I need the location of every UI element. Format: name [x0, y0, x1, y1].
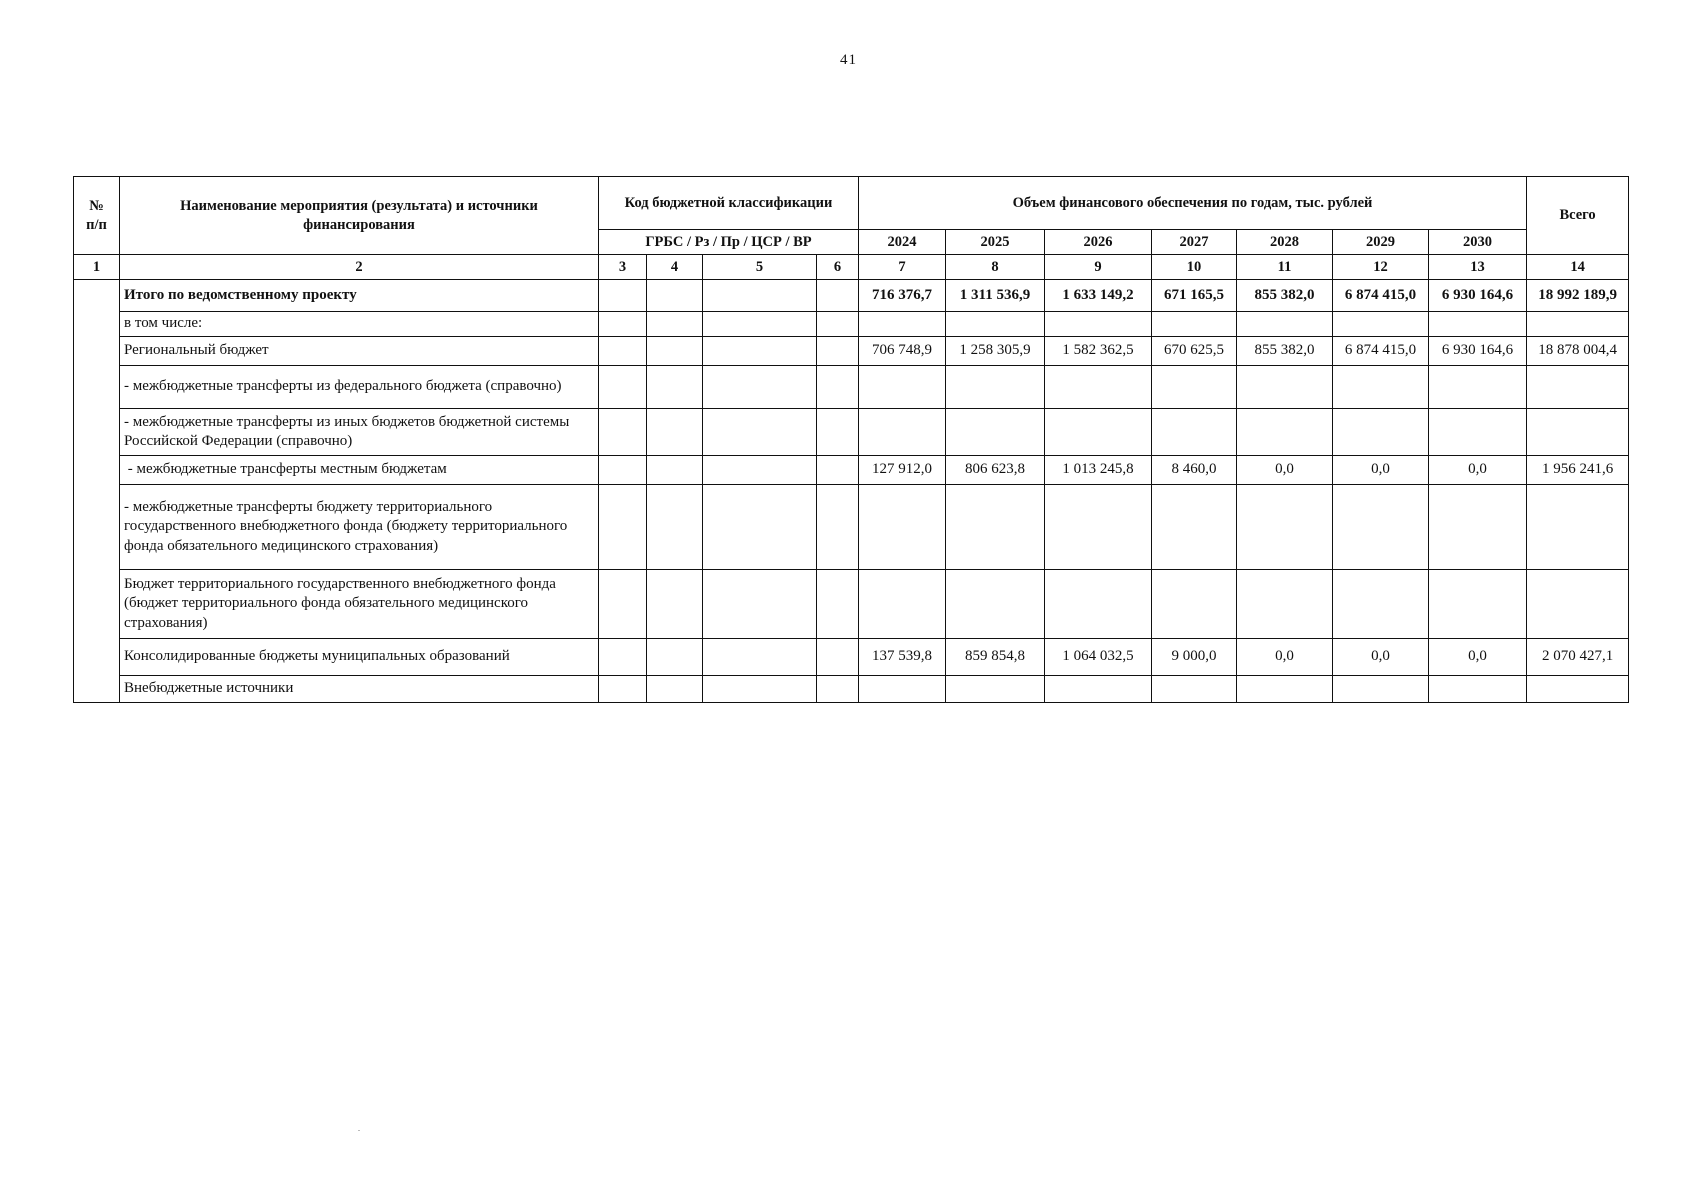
table-row-local-transfers: [74, 456, 1629, 485]
column-number: 9: [1045, 255, 1152, 280]
row-name: Региональный бюджет: [120, 337, 599, 366]
value-cell: 0,0: [1429, 456, 1527, 485]
value-cell: 1 311 536,9: [946, 280, 1045, 312]
value-cell: 1 582 362,5: [1045, 337, 1152, 366]
table-row-tfoms-transfers: [74, 485, 1629, 570]
table-row-including: [74, 312, 1629, 337]
row-name: - межбюджетные трансферты местным бюджетам: [120, 456, 599, 485]
row-name: Внебюджетные источники: [120, 676, 599, 703]
header-year: 2030: [1429, 230, 1527, 255]
row-name: - межбюджетные трансферты бюджету территориального государственного внебюджетного фонда (бюджету территориального фонда обязательного медицинского страхования): [120, 485, 599, 570]
total-cell: 1 956 241,6: [1527, 456, 1629, 485]
table-row-tfoms-budget: [74, 570, 1629, 639]
column-number: 8: [946, 255, 1045, 280]
total-cell: 18 878 004,4: [1527, 337, 1629, 366]
value-cell: 0,0: [1333, 456, 1429, 485]
header-year: 2029: [1333, 230, 1429, 255]
header-num: № п/п: [74, 177, 120, 255]
value-cell: 127 912,0: [859, 456, 946, 485]
value-cell: 0,0: [1333, 639, 1429, 676]
column-number: 1: [74, 255, 120, 280]
value-cell: 1 013 245,8: [1045, 456, 1152, 485]
total-cell: 18 992 189,9: [1527, 280, 1629, 312]
header-name: Наименование мероприятия (результата) и источники финансирования: [120, 177, 599, 255]
row-name: Итого по ведомственному проекту: [120, 280, 599, 312]
value-cell: 859 854,8: [946, 639, 1045, 676]
row-name: Консолидированные бюджеты муниципальных образований: [120, 639, 599, 676]
table-row-extrabudgetary: [74, 676, 1629, 703]
header-year: 2026: [1045, 230, 1152, 255]
table-row-other-transfers: [74, 409, 1629, 456]
table-row-total: [74, 280, 1629, 312]
value-cell: 0,0: [1237, 456, 1333, 485]
value-cell: 0,0: [1237, 639, 1333, 676]
row-name: в том числе:: [120, 312, 599, 337]
header-year: 2027: [1152, 230, 1237, 255]
column-number: 4: [647, 255, 703, 280]
value-cell: 6 930 164,6: [1429, 280, 1527, 312]
row-name: - межбюджетные трансферты из иных бюджетов бюджетной системы Российской Федерации (справочно): [120, 409, 599, 456]
value-cell: 8 460,0: [1152, 456, 1237, 485]
value-cell: 1 064 032,5: [1045, 639, 1152, 676]
header-code-sub: ГРБС / Рз / Пр / ЦСР / ВР: [599, 230, 859, 255]
column-number: 7: [859, 255, 946, 280]
value-cell: 0,0: [1429, 639, 1527, 676]
value-cell: 670 625,5: [1152, 337, 1237, 366]
header-code: Код бюджетной классификации: [599, 177, 859, 230]
row-name: Бюджет территориального государственного внебюджетного фонда (бюджет территориального фонда обязательного медицинского страхования): [120, 570, 599, 639]
page-number: 41: [840, 52, 857, 68]
table-row-consolidated: [74, 639, 1629, 676]
row-name: - межбюджетные трансферты из федерального бюджета (справочно): [120, 366, 599, 409]
value-cell: 6 874 415,0: [1333, 280, 1429, 312]
value-cell: 855 382,0: [1237, 280, 1333, 312]
value-cell: 1 258 305,9: [946, 337, 1045, 366]
value-cell: 9 000,0: [1152, 639, 1237, 676]
table-row-regional: [74, 337, 1629, 366]
header-year: 2024: [859, 230, 946, 255]
column-number: 13: [1429, 255, 1527, 280]
value-cell: 671 165,5: [1152, 280, 1237, 312]
value-cell: 806 623,8: [946, 456, 1045, 485]
row-num-cell: [74, 280, 120, 703]
column-number: 14: [1527, 255, 1629, 280]
header-year: 2028: [1237, 230, 1333, 255]
column-number: 5: [703, 255, 817, 280]
header-volume: Объем финансового обеспечения по годам, тыс. рублей: [859, 177, 1527, 230]
value-cell: 716 376,7: [859, 280, 946, 312]
column-number: 6: [817, 255, 859, 280]
header-total: Всего: [1527, 177, 1629, 255]
column-number: 10: [1152, 255, 1237, 280]
column-number: 11: [1237, 255, 1333, 280]
value-cell: 1 633 149,2: [1045, 280, 1152, 312]
value-cell: 137 539,8: [859, 639, 946, 676]
value-cell: 6 874 415,0: [1333, 337, 1429, 366]
value-cell: 706 748,9: [859, 337, 946, 366]
column-number: 3: [599, 255, 647, 280]
value-cell: 6 930 164,6: [1429, 337, 1527, 366]
total-cell: 2 070 427,1: [1527, 639, 1629, 676]
scan-speck: [358, 1130, 360, 1131]
column-number: 2: [120, 255, 599, 280]
column-number: 12: [1333, 255, 1429, 280]
table-row-federal-transfers: [74, 366, 1629, 409]
financing-table: [73, 176, 1629, 703]
value-cell: 855 382,0: [1237, 337, 1333, 366]
header-year: 2025: [946, 230, 1045, 255]
